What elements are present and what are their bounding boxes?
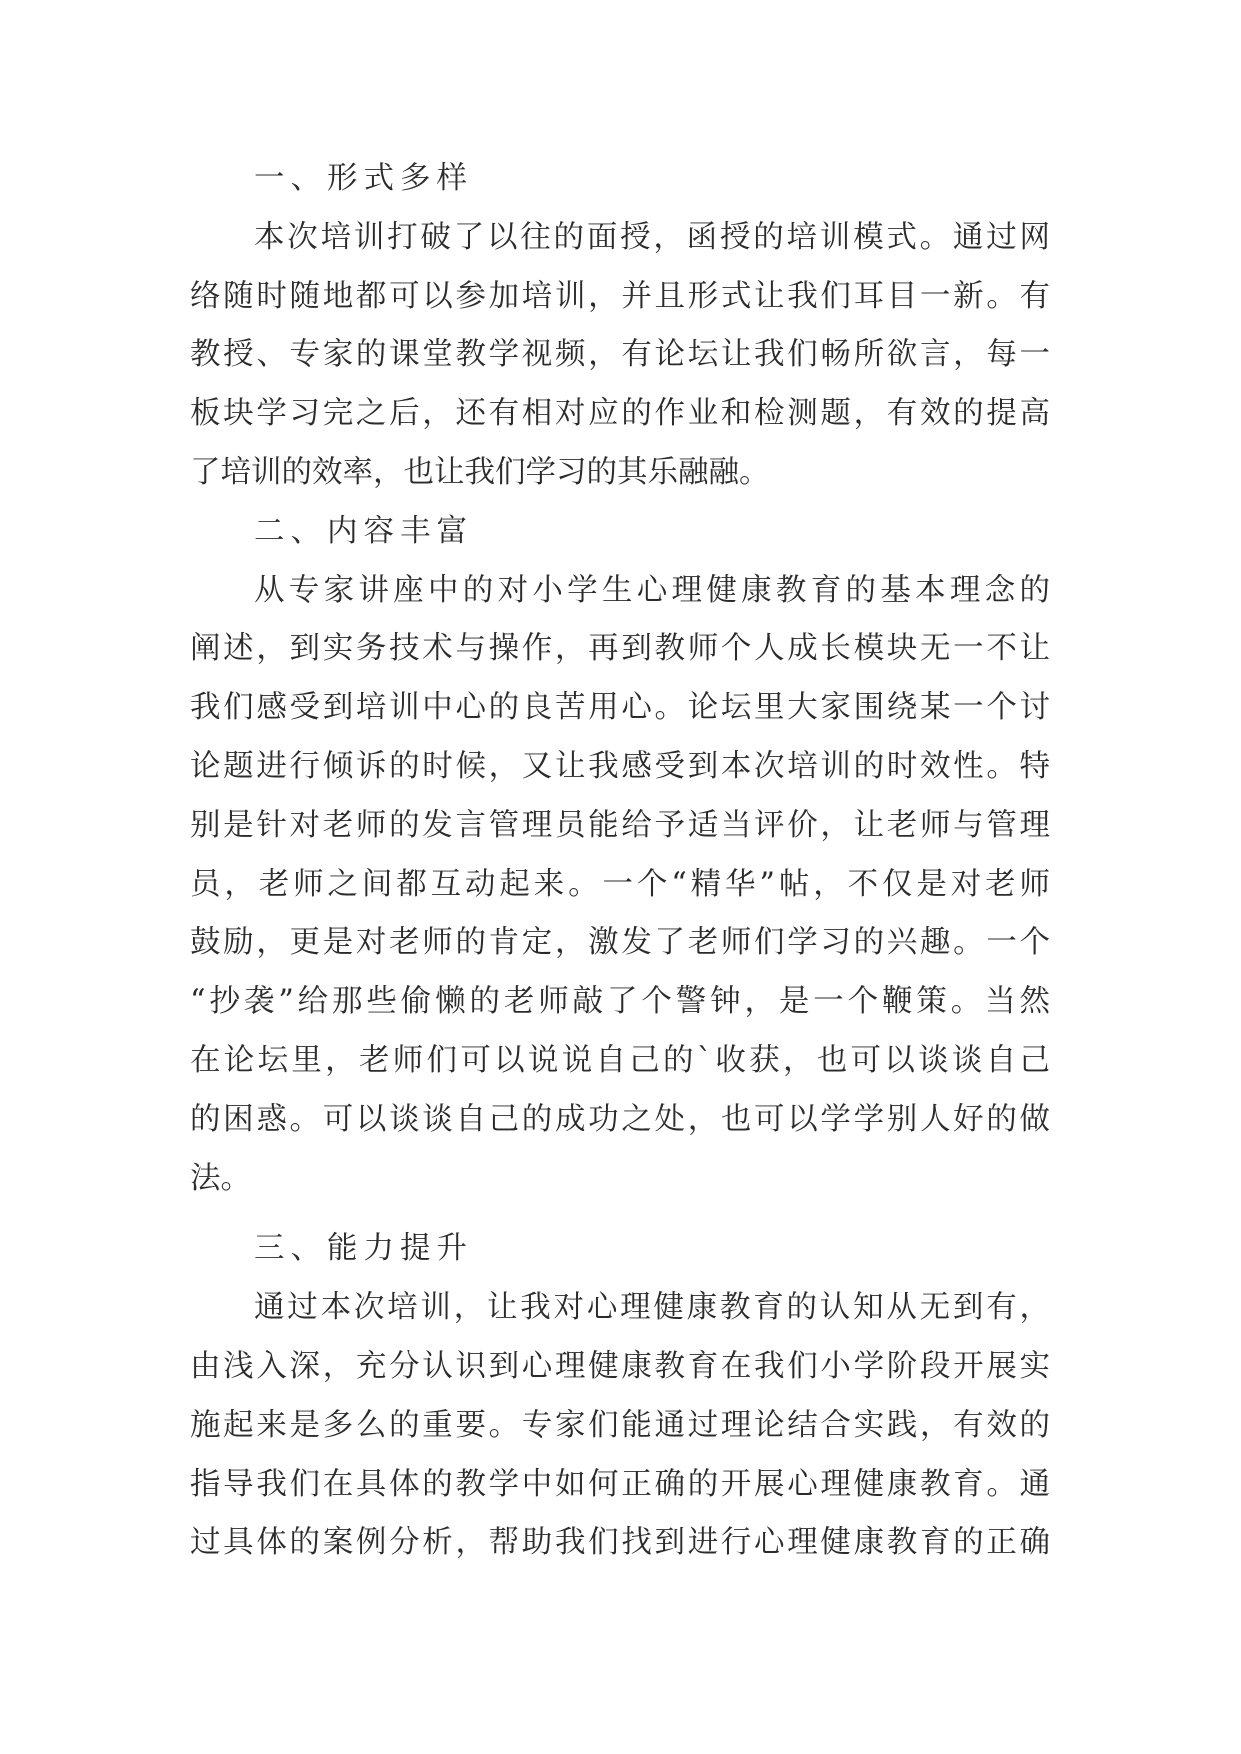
paragraph-line: 本次培训打破了以往的面授，函授的培训模式。通过网 [254,219,1050,255]
paragraph-line: 我们感受到培训中心的良苦用心。论坛里大家围绕某一个讨 [190,690,1050,726]
paragraph-line: 过具体的案例分析，帮助我们找到进行心理健康教育的正确 [190,1525,1050,1561]
paragraph-line: 通过本次培训，让我对心理健康教育的认知从无到有， [254,1290,1050,1326]
paragraph-line: 员，老师之间都互动起来。一个“精华”帖，不仅是对老师 [190,866,1050,902]
paragraph-line: 别是针对老师的发言管理员能给予适当评价，让老师与管理 [190,807,1050,843]
paragraph-line: 络随时随地都可以参加培训，并且形式让我们耳目一新。有 [190,278,1050,314]
section-heading: 一、形式多样 [254,161,473,196]
paragraph-line: 论题进行倾诉的时候，又让我感受到本次培训的时效性。特 [190,748,1050,784]
section-heading: 三、能力提升 [254,1231,473,1267]
paragraph-line: 指导我们在具体的教学中如何正确的开展心理健康教育。通 [190,1466,1050,1502]
paragraph-line: 从专家讲座中的对小学生心理健康教育的基本理念的 [254,572,1050,608]
paragraph-line: “抄袭”给那些偷懒的老师敲了个警钟，是一个鞭策。当然 [190,984,1050,1020]
paragraph-line: 阐述，到实务技术与操作，再到教师个人成长模块无一不让 [190,631,1050,667]
section-spacer [190,1208,1050,1220]
paragraph-line: 了培训的效率，也让我们学习的其乐融融。 [190,454,770,490]
paragraph-line: 法。 [190,1160,251,1196]
paragraph-line: 的困惑。可以谈谈自己的成功之处，也可以学学别人好的做 [190,1101,1050,1137]
paragraph-line: 在论坛里，老师们可以说说自己的`收获，也可以谈谈自己 [190,1042,1050,1078]
document-body [190,150,1050,1573]
paragraph-line: 鼓励，更是对老师的肯定，激发了老师们学习的兴趣。一个 [190,925,1050,961]
paragraph-line: 由浅入深，充分认识到心理健康教育在我们小学阶段开展实 [190,1348,1050,1384]
paragraph-line: 板块学习完之后，还有相对应的作业和检测题，有效的提高 [190,396,1050,432]
section-heading: 二、内容丰富 [254,513,473,549]
paragraph-line: 施起来是多么的重要。专家们能通过理论结合实践，有效的 [190,1407,1050,1443]
paragraph-line: 教授、专家的课堂教学视频，有论坛让我们畅所欲言，每一 [190,337,1050,373]
